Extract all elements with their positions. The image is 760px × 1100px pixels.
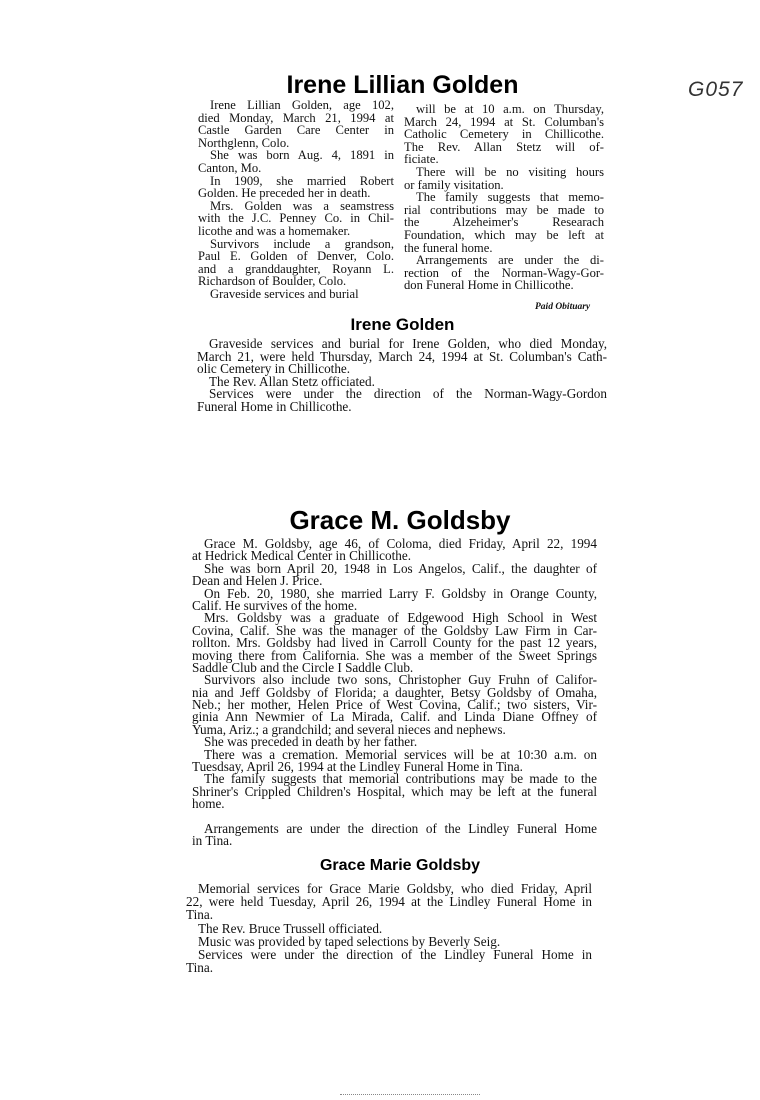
obituary-grace-marie-goldsby-body [186,882,592,974]
text-line: the Alzeheimer's Researach [404,215,604,230]
obituary-irene-left-column [198,99,394,301]
text-line: Graveside services and burial for Irene Golden, who died Monday, [209,336,607,351]
obituary-irene-right-column [404,103,604,292]
text-line: Paul E. Golden of Denver, Colo. [198,249,394,264]
text-line: or family visitation. [404,177,504,192]
text-line: Shriner's Crippled Children's Hospital, which may be left at the funeral [192,783,597,799]
text-line: Canton, Mo. [198,160,262,175]
text-line: with the J.C. Penney Co. in Chil- [198,211,394,226]
text-line: The Rev. Allan Stetz officiated. [209,373,375,389]
text-line: Arrangements are under the direction of the Lindley Funeral Home [204,820,597,836]
text-line: March 21, were held Thursday, March 24, 1994 at St. Columban's Cath- [197,348,607,364]
text-line: at Hedrick Medical Center in Chillicothe. [192,548,411,564]
text-line: Music was provided by taped selections by Beverly Seig. [198,933,501,949]
text-line: ficiate. [404,152,439,167]
text-line: don Funeral Home in Chillicothe. [404,278,574,293]
text-line: will be at 10 a.m. on Thursday, [416,102,604,116]
text-line: Yuma, Ariz.; a grandchild; and several nieces and nephews. [192,721,506,737]
text-line: died Monday, March 21, 1994 at [198,110,394,125]
text-line: rollton. Mrs. Goldsby had lived in Carroll County for the past 12 years, [192,635,597,651]
handwritten-file-number: G057 [688,78,744,101]
page-bottom-rule [340,1094,480,1095]
text-line: Golden. He preceded her in death. [198,186,371,201]
text-line: Tina. [186,907,213,923]
text-line: She was born April 20, 1948 in Los Angelos, Calif., the daughter of [204,560,597,576]
text-line: Graveside services and burial [210,286,359,301]
text-line: rection of the Norman-Wagy-Gor- [404,265,604,280]
text-line: The family suggests that memorial contributions may be made to the [204,771,597,787]
text-line: the funeral home. [404,240,493,255]
text-line: licothe and was a homemaker. [198,223,351,238]
text-line: Arrangements are under the di- [416,253,604,268]
text-line: Dean and Helen J. Price. [192,573,323,589]
text-line: Saddle Club and the Circle I Saddle Club. [192,659,414,675]
text-line: olic Cemetery in Chillicothe. [197,361,351,377]
text-line: The Rev. Allan Stetz will of- [404,139,604,154]
text-line: There will be no visiting hours [416,164,604,179]
text-line: Survivors include a grandson, [210,236,394,251]
text-line: home. [192,796,225,812]
text-line: 22, were held Tuesday, April 26, 1994 at the Lindley Funeral Home in [186,894,592,910]
text-line: ginia Ann Newmier of La Mirada, Calif. and Linda Diane Offney of [192,709,597,725]
text-line: There was a cremation. Memorial services will be at 10:30 a.m. on [204,746,597,762]
text-line: Calif. He survives of the home. [192,597,358,613]
text-line: Catholic Cemetery in Chillicothe. [404,127,604,142]
text-line: Neb.; her mother, Helen Price of West Covina, Calif.; two sisters, Vir- [192,697,597,713]
obituary-grace-goldsby-body [192,538,597,848]
paid-obituary-label: Paid Obituary [535,302,591,312]
text-line: Mrs. Goldsby was a graduate of Edgewood High School in West [204,610,597,626]
text-line: Irene Lillian Golden, age 102, [210,98,394,112]
text-line: The family suggests that memo- [416,190,604,205]
text-line: Covina, Calif. She was the manager of the Goldsby Law Firm in Car- [192,622,597,638]
text-line: She was preceded in death by her father. [204,734,418,750]
text-line: She was born Aug. 4, 1891 in [210,148,394,163]
text-line: Northglenn, Colo. [198,135,290,150]
text-line: Tuesdsay, April 26, 1994 at the Lindley Funeral Home in Tina. [192,759,523,775]
text-line: On Feb. 20, 1980, she married Larry F. Goldsby in Orange County, [204,585,597,601]
obituary-title-grace-marie-goldsby: Grace Marie Goldsby [319,857,481,874]
text-line: Services were under the direction of the Lindley Funeral Home in [198,946,592,962]
text-line: rial contributions may be made to [404,202,604,217]
text-line: The Rev. Bruce Trussell officiated. [198,920,383,936]
text-line: in Tina. [192,833,233,849]
obituary-irene-golden-body [197,338,607,414]
text-line: In 1909, she married Robert [210,173,394,188]
text-line: Services were under the direction of the Norman-Wagy-Gordon [209,386,607,402]
text-line: and a granddaughter, Royann L. [198,261,394,276]
text-line: nia and Jeff Goldsby of Florida; a daughter, Betsy Goldsby of Omaha, [192,684,597,700]
text-line: Richardson of Boulder, Colo. [198,274,347,289]
obituary-title-irene-lillian-golden: Irene Lillian Golden [286,71,519,99]
text-line: Castle Garden Care Center in [198,123,394,138]
text-line: Grace M. Goldsby, age 46, of Coloma, died Friday, April 22, 1994 [204,536,597,551]
text-line: Foundation, which may be left at [404,227,604,242]
text-line: Survivors also include two sons, Christopher Guy Fruhn of Califor- [204,672,597,688]
text-line: Tina. [186,960,213,976]
text-line: March 24, 1994 at St. Columban's [404,114,604,129]
text-line: Memorial services for Grace Marie Goldsby, who died Friday, April [198,881,592,896]
obituary-title-grace-m-goldsby: Grace M. Goldsby [289,505,511,535]
text-line: Mrs. Golden was a seamstress [210,198,394,213]
obituary-title-irene-golden: Irene Golden [350,315,455,334]
text-line: moving there from California. She was a member of the Sweet Springs [192,647,597,663]
text-line: Funeral Home in Chillicothe. [197,398,352,414]
